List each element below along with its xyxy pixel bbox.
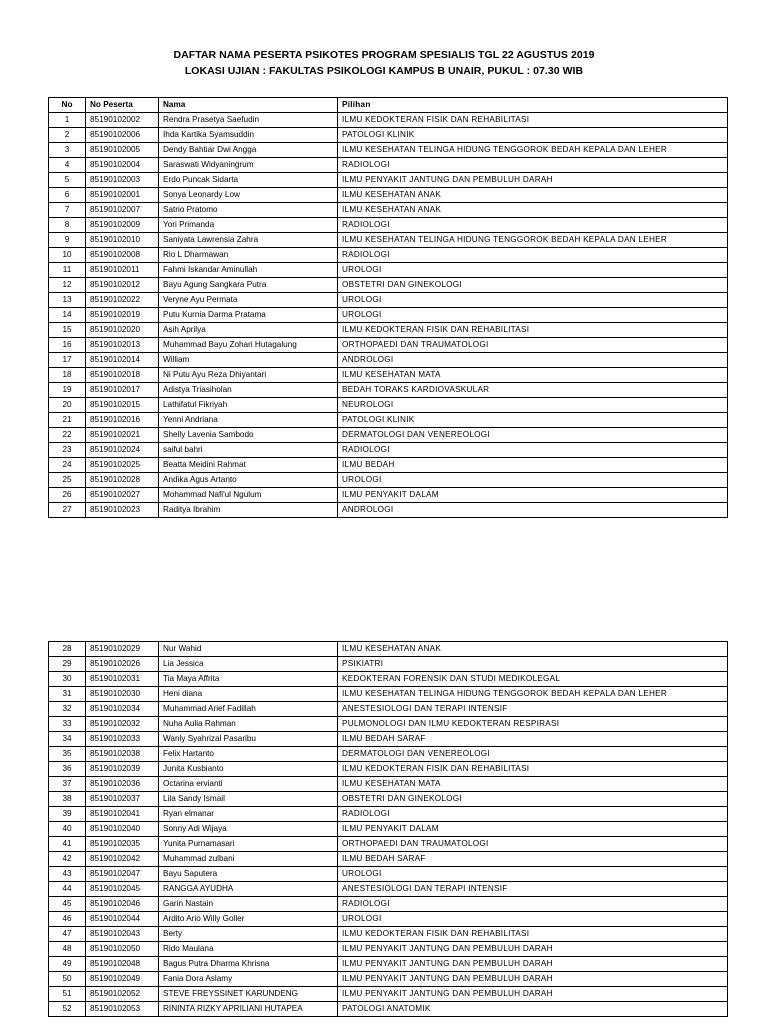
participant-name: Lathifatul Fikriyah bbox=[159, 398, 338, 413]
specialty-choice: RADIOLOGI bbox=[338, 158, 728, 173]
participant-table-2 bbox=[48, 641, 728, 1017]
participant-name: Andika Agus Artanto bbox=[159, 473, 338, 488]
participant-id: 85190102041 bbox=[86, 807, 159, 822]
specialty-choice: ILMU PENYAKIT JANTUNG DAN PEMBULUH DARAH bbox=[338, 972, 728, 987]
table-row bbox=[49, 852, 728, 867]
table-row bbox=[49, 717, 728, 732]
row-number: 8 bbox=[49, 218, 86, 233]
specialty-choice: RADIOLOGI bbox=[338, 443, 728, 458]
participant-id: 85190102036 bbox=[86, 777, 159, 792]
participant-name: Ni Putu Ayu Reza Dhiyantari bbox=[159, 368, 338, 383]
row-number: 40 bbox=[49, 822, 86, 837]
specialty-choice: PATOLOGI KLINIK bbox=[338, 128, 728, 143]
row-number: 50 bbox=[49, 972, 86, 987]
specialty-choice: BEDAH TORAKS KARDIOVASKULAR bbox=[338, 383, 728, 398]
participant-id: 85190102023 bbox=[86, 503, 159, 518]
table-row bbox=[49, 143, 728, 158]
participant-id: 85190102029 bbox=[86, 642, 159, 657]
table-row bbox=[49, 413, 728, 428]
participant-id: 85190102004 bbox=[86, 158, 159, 173]
participant-table-1 bbox=[48, 97, 728, 518]
row-number: 17 bbox=[49, 353, 86, 368]
table-row bbox=[49, 672, 728, 687]
row-number: 10 bbox=[49, 248, 86, 263]
participant-name: Dendy Bahtiar Dwi Angga bbox=[159, 143, 338, 158]
participant-name: Tia Maya Affrita bbox=[159, 672, 338, 687]
participant-name: Heni diana bbox=[159, 687, 338, 702]
participant-id: 85190102048 bbox=[86, 957, 159, 972]
row-number: 33 bbox=[49, 717, 86, 732]
participant-name: Muhammad Bayu Zohari Hutagalung bbox=[159, 338, 338, 353]
row-number: 18 bbox=[49, 368, 86, 383]
participant-id: 85190102034 bbox=[86, 702, 159, 717]
participant-name: saiful bahri bbox=[159, 443, 338, 458]
specialty-choice: ILMU KEDOKTERAN FISIK DAN REHABILITASI bbox=[338, 927, 728, 942]
participant-id: 85190102046 bbox=[86, 897, 159, 912]
row-number: 21 bbox=[49, 413, 86, 428]
participant-id: 85190102052 bbox=[86, 987, 159, 1002]
specialty-choice: PULMONOLOGI DAN ILMU KEDOKTERAN RESPIRASI bbox=[338, 717, 728, 732]
table-row bbox=[49, 263, 728, 278]
specialty-choice: ANESTESIOLOGI DAN TERAPI INTENSIF bbox=[338, 702, 728, 717]
table-row bbox=[49, 173, 728, 188]
row-number: 32 bbox=[49, 702, 86, 717]
table-row bbox=[49, 732, 728, 747]
specialty-choice: PSIKIATRI bbox=[338, 657, 728, 672]
participant-id: 85190102025 bbox=[86, 458, 159, 473]
table-row bbox=[49, 807, 728, 822]
participant-id: 85190102030 bbox=[86, 687, 159, 702]
specialty-choice: ILMU PENYAKIT JANTUNG DAN PEMBULUH DARAH bbox=[338, 957, 728, 972]
specialty-choice: ILMU PENYAKIT DALAM bbox=[338, 822, 728, 837]
row-number: 14 bbox=[49, 308, 86, 323]
participant-id: 85190102028 bbox=[86, 473, 159, 488]
specialty-choice: ILMU BEDAH bbox=[338, 458, 728, 473]
specialty-choice: UROLOGI bbox=[338, 263, 728, 278]
table-row bbox=[49, 398, 728, 413]
participant-name: Lila Sandy Ismail bbox=[159, 792, 338, 807]
participant-id: 85190102035 bbox=[86, 837, 159, 852]
participant-name: STEVE FREYSSINET KARUNDENG bbox=[159, 987, 338, 1002]
row-number: 30 bbox=[49, 672, 86, 687]
participant-name: Muhammad zulbani bbox=[159, 852, 338, 867]
specialty-choice: ILMU PENYAKIT JANTUNG DAN PEMBULUH DARAH bbox=[338, 173, 728, 188]
participant-id: 85190102049 bbox=[86, 972, 159, 987]
participant-name: Ardito Ario Willy Goller bbox=[159, 912, 338, 927]
table-row bbox=[49, 353, 728, 368]
table-row bbox=[49, 702, 728, 717]
row-number: 43 bbox=[49, 867, 86, 882]
participant-id: 85190102003 bbox=[86, 173, 159, 188]
participant-name: RININTA RIZKY APRILIANI HUTAPEA bbox=[159, 1002, 338, 1017]
participant-name: Mohammad Nafi'ul Ngulum bbox=[159, 488, 338, 503]
row-number: 5 bbox=[49, 173, 86, 188]
table-row bbox=[49, 338, 728, 353]
participant-id: 85190102044 bbox=[86, 912, 159, 927]
participant-id: 85190102016 bbox=[86, 413, 159, 428]
specialty-choice: NEUROLOGI bbox=[338, 398, 728, 413]
row-number: 1 bbox=[49, 113, 86, 128]
table-row bbox=[49, 128, 728, 143]
specialty-choice: ILMU BEDAH SARAF bbox=[338, 732, 728, 747]
participant-name: Beatta Meidini Rahmat bbox=[159, 458, 338, 473]
table-row bbox=[49, 323, 728, 338]
table-body bbox=[49, 113, 728, 518]
specialty-choice: ILMU PENYAKIT JANTUNG DAN PEMBULUH DARAH bbox=[338, 987, 728, 1002]
table-header-row bbox=[49, 98, 728, 113]
specialty-choice: PATOLOGI ANATOMIK bbox=[338, 1002, 728, 1017]
table-row bbox=[49, 233, 728, 248]
specialty-choice: ILMU BEDAH SARAF bbox=[338, 852, 728, 867]
specialty-choice: ILMU PENYAKIT DALAM bbox=[338, 488, 728, 503]
specialty-choice: DERMATOLOGI DAN VENEREOLOGI bbox=[338, 428, 728, 443]
participant-id: 85190102005 bbox=[86, 143, 159, 158]
row-number: 9 bbox=[49, 233, 86, 248]
specialty-choice: OBSTETRI DAN GINEKOLOGI bbox=[338, 278, 728, 293]
specialty-choice: RADIOLOGI bbox=[338, 897, 728, 912]
participant-name: Ihda Kartika Syamsuddin bbox=[159, 128, 338, 143]
row-number: 47 bbox=[49, 927, 86, 942]
specialty-choice: ORTHOPAEDI DAN TRAUMATOLOGI bbox=[338, 338, 728, 353]
specialty-choice: DERMATOLOGI DAN VENEREOLOGI bbox=[338, 747, 728, 762]
specialty-choice: ILMU KEDOKTERAN FISIK DAN REHABILITASI bbox=[338, 323, 728, 338]
row-number: 41 bbox=[49, 837, 86, 852]
row-number: 11 bbox=[49, 263, 86, 278]
participant-name: Rido Maulana bbox=[159, 942, 338, 957]
participant-name: Saniyata Lawrensia Zahra bbox=[159, 233, 338, 248]
specialty-choice: ILMU KEDOKTERAN FISIK DAN REHABILITASI bbox=[338, 762, 728, 777]
table-body bbox=[49, 642, 728, 1017]
participant-name: Fania Dora Aslamy bbox=[159, 972, 338, 987]
row-number: 20 bbox=[49, 398, 86, 413]
row-number: 27 bbox=[49, 503, 86, 518]
participant-id: 85190102015 bbox=[86, 398, 159, 413]
row-number: 6 bbox=[49, 188, 86, 203]
participant-name: Yunita Purnamasari bbox=[159, 837, 338, 852]
table-row bbox=[49, 1002, 728, 1017]
table-row bbox=[49, 882, 728, 897]
table-row bbox=[49, 308, 728, 323]
participant-name: Raditya Ibrahim bbox=[159, 503, 338, 518]
participant-name: Erdo Puncak Sidarta bbox=[159, 173, 338, 188]
row-number: 36 bbox=[49, 762, 86, 777]
participant-id: 85190102021 bbox=[86, 428, 159, 443]
specialty-choice: ILMU KESEHATAN ANAK bbox=[338, 188, 728, 203]
specialty-choice: UROLOGI bbox=[338, 912, 728, 927]
participant-id: 85190102017 bbox=[86, 383, 159, 398]
column-header-nama: Nama bbox=[159, 98, 338, 113]
row-number: 35 bbox=[49, 747, 86, 762]
specialty-choice: OBSTETRI DAN GINEKOLOGI bbox=[338, 792, 728, 807]
participant-name: Muhammad Arief Fadillah bbox=[159, 702, 338, 717]
table-row bbox=[49, 957, 728, 972]
row-number: 19 bbox=[49, 383, 86, 398]
participant-id: 85190102013 bbox=[86, 338, 159, 353]
row-number: 37 bbox=[49, 777, 86, 792]
row-number: 23 bbox=[49, 443, 86, 458]
participant-name: Felix Hartanto bbox=[159, 747, 338, 762]
row-number: 34 bbox=[49, 732, 86, 747]
participant-name: Saraswati Widyaningrum bbox=[159, 158, 338, 173]
document-title: DAFTAR NAMA PESERTA PSIKOTES PROGRAM SPESIALIS TGL 22 AGUSTUS 2019 bbox=[173, 49, 595, 61]
row-number: 13 bbox=[49, 293, 86, 308]
participant-name: Lia Jessica bbox=[159, 657, 338, 672]
participant-name: Shelly Lavenia Sambodo bbox=[159, 428, 338, 443]
table-row bbox=[49, 458, 728, 473]
row-number: 46 bbox=[49, 912, 86, 927]
row-number: 45 bbox=[49, 897, 86, 912]
participant-name: Bayu Agung Sangkara Putra bbox=[159, 278, 338, 293]
specialty-choice: ILMU PENYAKIT JANTUNG DAN PEMBULUH DARAH bbox=[338, 942, 728, 957]
participant-name: Adistya Triasiholan bbox=[159, 383, 338, 398]
column-header-no: No bbox=[49, 98, 86, 113]
specialty-choice: ANESTESIOLOGI DAN TERAPI INTENSIF bbox=[338, 882, 728, 897]
specialty-choice: ILMU KESEHATAN TELINGA HIDUNG TENGGOROK BEDAH KEPALA DAN LEHER bbox=[338, 687, 728, 702]
participant-id: 85190102032 bbox=[86, 717, 159, 732]
participant-name: Veryne Ayu Permata bbox=[159, 293, 338, 308]
table-row bbox=[49, 777, 728, 792]
table-row bbox=[49, 972, 728, 987]
participant-id: 85190102033 bbox=[86, 732, 159, 747]
table-row bbox=[49, 912, 728, 927]
specialty-choice: ILMU KEDOKTERAN FISIK DAN REHABILITASI bbox=[338, 113, 728, 128]
specialty-choice: ORTHOPAEDI DAN TRAUMATOLOGI bbox=[338, 837, 728, 852]
row-number: 42 bbox=[49, 852, 86, 867]
column-header-pilihan: Pilihan bbox=[338, 98, 728, 113]
table-row bbox=[49, 158, 728, 173]
participant-id: 85190102011 bbox=[86, 263, 159, 278]
participant-id: 85190102006 bbox=[86, 128, 159, 143]
participant-id: 85190102024 bbox=[86, 443, 159, 458]
table-row bbox=[49, 822, 728, 837]
participant-name: Yenni Andriana bbox=[159, 413, 338, 428]
table-row bbox=[49, 203, 728, 218]
specialty-choice: KEDOKTERAN FORENSIK DAN STUDI MEDIKOLEGAL bbox=[338, 672, 728, 687]
participant-name: Fahmi Iskandar Aminullah bbox=[159, 263, 338, 278]
participant-id: 85190102001 bbox=[86, 188, 159, 203]
participant-name: Bayu Saputera bbox=[159, 867, 338, 882]
row-number: 15 bbox=[49, 323, 86, 338]
row-number: 2 bbox=[49, 128, 86, 143]
participant-id: 85190102010 bbox=[86, 233, 159, 248]
table-row bbox=[49, 248, 728, 263]
row-number: 52 bbox=[49, 1002, 86, 1017]
participant-name: Nur Wahid bbox=[159, 642, 338, 657]
table-row bbox=[49, 762, 728, 777]
participant-name: Asih Aprilya bbox=[159, 323, 338, 338]
participant-id: 85190102050 bbox=[86, 942, 159, 957]
document-subtitle: LOKASI UJIAN : FAKULTAS PSIKOLOGI KAMPUS B UNAIR, PUKUL : 07.30 WIB bbox=[184, 65, 584, 77]
row-number: 28 bbox=[49, 642, 86, 657]
participant-name: Ryan elmanar bbox=[159, 807, 338, 822]
row-number: 31 bbox=[49, 687, 86, 702]
participant-id: 85190102047 bbox=[86, 867, 159, 882]
specialty-choice: UROLOGI bbox=[338, 473, 728, 488]
table-row bbox=[49, 657, 728, 672]
participant-id: 85190102012 bbox=[86, 278, 159, 293]
participant-id: 85190102008 bbox=[86, 248, 159, 263]
participant-id: 85190102043 bbox=[86, 927, 159, 942]
participant-name: Bagus Putra Dharma Khrisna bbox=[159, 957, 338, 972]
participant-id: 85190102053 bbox=[86, 1002, 159, 1017]
participant-id: 85190102026 bbox=[86, 657, 159, 672]
specialty-choice: ILMU KESEHATAN ANAK bbox=[338, 203, 728, 218]
participant-id: 85190102022 bbox=[86, 293, 159, 308]
row-number: 4 bbox=[49, 158, 86, 173]
participant-id: 85190102007 bbox=[86, 203, 159, 218]
specialty-choice: UROLOGI bbox=[338, 293, 728, 308]
row-number: 44 bbox=[49, 882, 86, 897]
specialty-choice: PATOLOGI KLINIK bbox=[338, 413, 728, 428]
table-row bbox=[49, 837, 728, 852]
row-number: 22 bbox=[49, 428, 86, 443]
row-number: 24 bbox=[49, 458, 86, 473]
specialty-choice: RADIOLOGI bbox=[338, 248, 728, 263]
table-row bbox=[49, 293, 728, 308]
table-row bbox=[49, 278, 728, 293]
participant-name: Sonny Adi Wijaya bbox=[159, 822, 338, 837]
specialty-choice: ILMU KESEHATAN TELINGA HIDUNG TENGGOROK BEDAH KEPALA DAN LEHER bbox=[338, 143, 728, 158]
participant-name: Rio L Dharmawan bbox=[159, 248, 338, 263]
participant-name: Sonya Leonardy Low bbox=[159, 188, 338, 203]
table-row bbox=[49, 473, 728, 488]
table-row bbox=[49, 897, 728, 912]
table-row bbox=[49, 942, 728, 957]
participant-name: Berty bbox=[159, 927, 338, 942]
table-row bbox=[49, 642, 728, 657]
specialty-choice: RADIOLOGI bbox=[338, 218, 728, 233]
specialty-choice: UROLOGI bbox=[338, 867, 728, 882]
specialty-choice: ANDROLOGI bbox=[338, 503, 728, 518]
table-row bbox=[49, 792, 728, 807]
table-row bbox=[49, 503, 728, 518]
table-row bbox=[49, 188, 728, 203]
table-row bbox=[49, 488, 728, 503]
participant-id: 85190102042 bbox=[86, 852, 159, 867]
row-number: 38 bbox=[49, 792, 86, 807]
specialty-choice: ILMU KESEHATAN MATA bbox=[338, 368, 728, 383]
table-row bbox=[49, 443, 728, 458]
participant-name: Junita Kusbianto bbox=[159, 762, 338, 777]
participant-id: 85190102018 bbox=[86, 368, 159, 383]
table-row bbox=[49, 368, 728, 383]
row-number: 12 bbox=[49, 278, 86, 293]
table-row bbox=[49, 428, 728, 443]
table-row bbox=[49, 687, 728, 702]
participant-name: Yori Primanda bbox=[159, 218, 338, 233]
row-number: 26 bbox=[49, 488, 86, 503]
table-row bbox=[49, 218, 728, 233]
specialty-choice: RADIOLOGI bbox=[338, 807, 728, 822]
specialty-choice: UROLOGI bbox=[338, 308, 728, 323]
participant-id: 85190102009 bbox=[86, 218, 159, 233]
table-row bbox=[49, 867, 728, 882]
row-number: 48 bbox=[49, 942, 86, 957]
participant-id: 85190102039 bbox=[86, 762, 159, 777]
row-number: 25 bbox=[49, 473, 86, 488]
table-row bbox=[49, 747, 728, 762]
specialty-choice: ILMU KESEHATAN TELINGA HIDUNG TENGGOROK BEDAH KEPALA DAN LEHER bbox=[338, 233, 728, 248]
participant-id: 85190102038 bbox=[86, 747, 159, 762]
row-number: 51 bbox=[49, 987, 86, 1002]
participant-id: 85190102031 bbox=[86, 672, 159, 687]
row-number: 39 bbox=[49, 807, 86, 822]
specialty-choice: ILMU KESEHATAN MATA bbox=[338, 777, 728, 792]
row-number: 7 bbox=[49, 203, 86, 218]
table-row bbox=[49, 927, 728, 942]
row-number: 49 bbox=[49, 957, 86, 972]
participant-name: Nuha Aulia Rahman bbox=[159, 717, 338, 732]
row-number: 16 bbox=[49, 338, 86, 353]
participant-name: Octarina ervianti bbox=[159, 777, 338, 792]
participant-id: 85190102045 bbox=[86, 882, 159, 897]
participant-name: Putu Kurnia Darma Pratama bbox=[159, 308, 338, 323]
participant-id: 85190102040 bbox=[86, 822, 159, 837]
specialty-choice: ILMU KESEHATAN ANAK bbox=[338, 642, 728, 657]
participant-id: 85190102002 bbox=[86, 113, 159, 128]
row-number: 29 bbox=[49, 657, 86, 672]
participant-name: William bbox=[159, 353, 338, 368]
participant-name: Satrio Pratomo bbox=[159, 203, 338, 218]
participant-id: 85190102014 bbox=[86, 353, 159, 368]
column-header-no-peserta: No Peserta bbox=[86, 98, 159, 113]
participant-id: 85190102037 bbox=[86, 792, 159, 807]
row-number: 3 bbox=[49, 143, 86, 158]
participant-id: 85190102020 bbox=[86, 323, 159, 338]
table-row bbox=[49, 987, 728, 1002]
specialty-choice: ANDROLOGI bbox=[338, 353, 728, 368]
participant-name: Wanly Syahrizal Pasaribu bbox=[159, 732, 338, 747]
participant-id: 85190102027 bbox=[86, 488, 159, 503]
participant-name: Garin Nastain bbox=[159, 897, 338, 912]
table-row bbox=[49, 383, 728, 398]
participant-name: Rendra Prasetya Saefudin bbox=[159, 113, 338, 128]
table-row bbox=[49, 113, 728, 128]
participant-id: 85190102019 bbox=[86, 308, 159, 323]
participant-name: RANGGA AYUDHA bbox=[159, 882, 338, 897]
